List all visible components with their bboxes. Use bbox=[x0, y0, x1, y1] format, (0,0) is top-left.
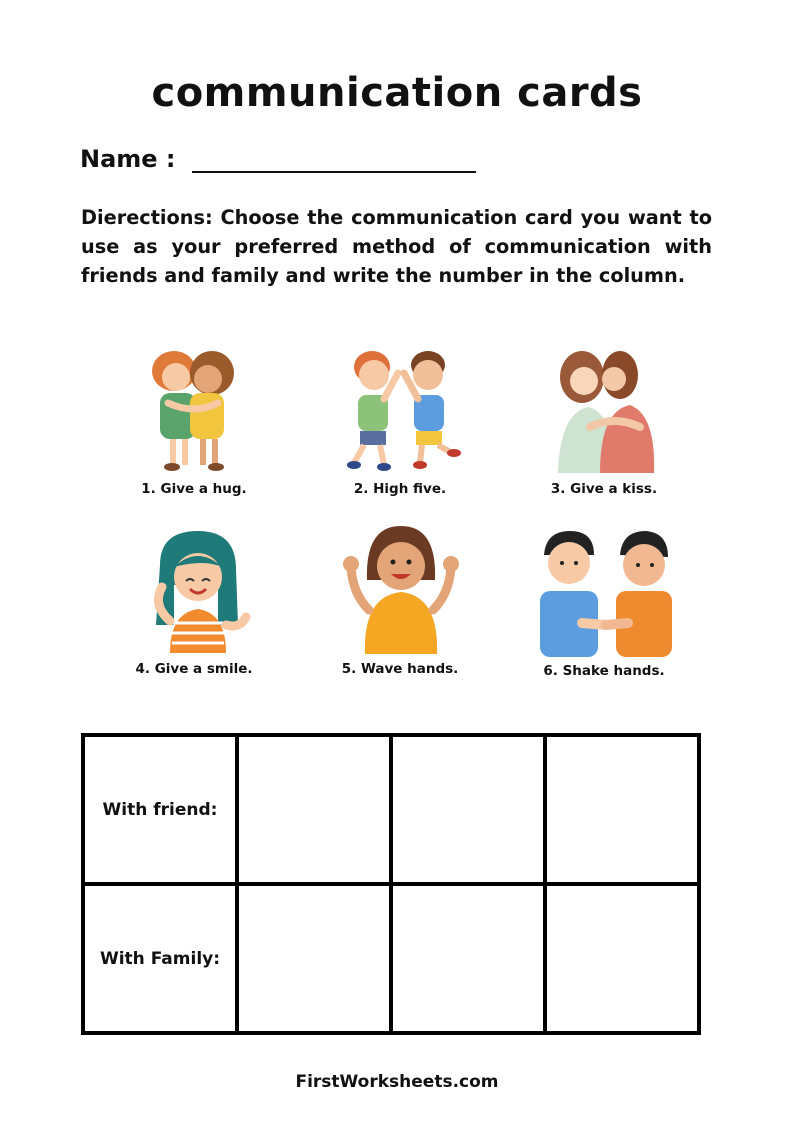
row-label-friend: With friend: bbox=[83, 735, 237, 884]
name-field-row bbox=[80, 143, 476, 173]
smiling-girl-icon bbox=[134, 525, 254, 655]
card-caption: 4. Give a smile. bbox=[135, 661, 253, 677]
directions-text: Dierections: Choose the communication card you want to use as your preferred method of communication with friends and family and write the number in the column. bbox=[81, 206, 712, 287]
card-give-hug bbox=[104, 343, 284, 497]
card-give-kiss bbox=[514, 343, 694, 497]
handshake-boys-icon bbox=[532, 525, 676, 657]
card-caption: 2. High five. bbox=[353, 481, 447, 497]
card-caption: 3. Give a kiss. bbox=[550, 481, 658, 497]
answer-cell[interactable] bbox=[545, 735, 699, 884]
kissing-women-icon bbox=[544, 343, 664, 475]
card-give-smile bbox=[104, 525, 284, 677]
card-caption: 1. Give a hug. bbox=[141, 481, 247, 497]
name-label: Name : bbox=[80, 145, 176, 173]
name-input-line[interactable] bbox=[192, 143, 476, 173]
card-high-five bbox=[310, 343, 490, 497]
row-label-family: With Family: bbox=[83, 884, 237, 1033]
answer-cell[interactable] bbox=[237, 735, 391, 884]
answer-cell[interactable] bbox=[545, 884, 699, 1033]
answer-cell[interactable] bbox=[391, 884, 545, 1033]
page-title: communication cards bbox=[151, 70, 643, 116]
table-row bbox=[83, 735, 699, 884]
card-caption: 6. Shake hands. bbox=[543, 663, 665, 679]
answer-cell[interactable] bbox=[391, 735, 545, 884]
hugging-kids-icon bbox=[134, 343, 254, 475]
footer-site: FirstWorksheets.com bbox=[295, 1072, 499, 1092]
card-caption: 5. Wave hands. bbox=[341, 661, 459, 677]
card-shake-hands bbox=[514, 525, 694, 679]
waving-girl-icon bbox=[335, 520, 465, 655]
answer-table bbox=[81, 733, 701, 1035]
answer-cell[interactable] bbox=[237, 884, 391, 1033]
card-wave-hands bbox=[310, 520, 490, 677]
high-five-kids-icon bbox=[330, 343, 470, 475]
table-row bbox=[83, 884, 699, 1033]
